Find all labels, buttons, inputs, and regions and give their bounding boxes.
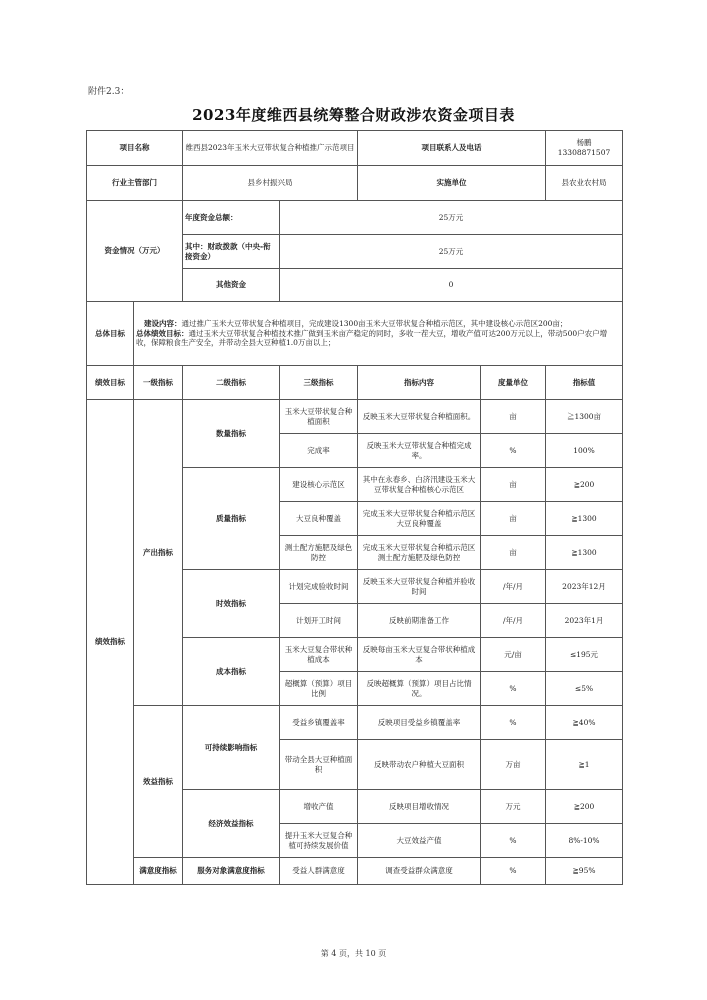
row-unit: 万元	[481, 790, 546, 824]
row-content: 反映项目受益乡镇覆盖率	[358, 706, 481, 740]
row-unit: %	[481, 434, 546, 468]
row-value: 2023年12月	[546, 570, 623, 604]
funds-fiscal-value: 25万元	[280, 235, 623, 269]
funds-label: 资金情况（万元）	[87, 201, 183, 302]
contact-value	[546, 131, 623, 166]
group-cost: 成本指标	[183, 638, 280, 706]
row-content: 完成玉米大豆带状复合种植示范区测土配方施肥及绿色防控	[358, 536, 481, 570]
table-row	[87, 858, 623, 885]
funds-total-value: 25万元	[280, 201, 623, 235]
row-l3: 玉米大豆复合带状种植成本	[280, 638, 358, 672]
row-value: 8%-10%	[546, 824, 623, 858]
row-content: 完成玉米大豆带状复合种植示范区大豆良种覆盖	[358, 502, 481, 536]
row-l3: 受益乡镇覆盖率	[280, 706, 358, 740]
row-unit: %	[481, 824, 546, 858]
row-value: 2023年1月	[546, 604, 623, 638]
page-title: 2023年度维西县统筹整合财政涉农资金项目表	[192, 106, 515, 124]
row-value: ≧1	[546, 740, 623, 790]
table-row	[87, 706, 623, 740]
row-goals	[87, 302, 623, 366]
contact-label: 项目联系人及电话	[358, 131, 546, 166]
impl-value: 县农业农村局	[546, 166, 623, 201]
row-value: ≤195元	[546, 638, 623, 672]
row-project	[87, 131, 623, 166]
table-row	[87, 400, 623, 434]
row-content: 反映玉米大豆带状复合种植面积。	[358, 400, 481, 434]
row-l3: 测土配方施肥及绿色防控	[280, 536, 358, 570]
dept-label: 行业主管部门	[87, 166, 183, 201]
construction-label: 建设内容：	[144, 318, 182, 328]
row-value: ≧200	[546, 790, 623, 824]
row-content: 反映玉米大豆带状复合种植并验收时间	[358, 570, 481, 604]
row-headers	[87, 366, 623, 400]
row-l3: 计划开工时间	[280, 604, 358, 638]
header-value: 指标值	[546, 366, 623, 400]
row-unit: 元/亩	[481, 638, 546, 672]
row-value: ≧1300	[546, 502, 623, 536]
header-unit: 度量单位	[481, 366, 546, 400]
row-value: 100%	[546, 434, 623, 468]
header-content: 指标内容	[358, 366, 481, 400]
row-content: 反映前期准备工作	[358, 604, 481, 638]
funds-fiscal-label: 其中：财政拨款（中央-衔接资金）	[183, 235, 280, 269]
perf-indicator-label: 绩效指标	[87, 400, 134, 885]
group-economic: 经济效益指标	[183, 790, 280, 858]
row-l3: 计划完成验收时间	[280, 570, 358, 604]
row-l3: 带动全县大豆种植面积	[280, 740, 358, 790]
row-value: ≧40%	[546, 706, 623, 740]
row-content: 反映项目增收情况	[358, 790, 481, 824]
row-content: 其中在永春乡、白济汛建设玉米大豆带状复合种植核心示范区	[358, 468, 481, 502]
row-value: ≧1300亩	[546, 400, 623, 434]
row-content: 大豆效益产值	[358, 824, 481, 858]
goals-label: 总体目标	[87, 302, 134, 366]
project-name-label: 项目名称	[87, 131, 183, 166]
funds-other-label: 其他资金	[183, 269, 280, 302]
perf-goal-text: 通过玉米大豆带状复合种植技术推广做到玉米亩产稳定的同时，多收一茬大豆，增收产值可达200万元以上，带动500户农户增收，保障粮食生产安全，并带动全县大豆种植1.0万亩以上；	[136, 328, 608, 348]
project-table	[86, 130, 623, 885]
row-unit: 亩	[481, 468, 546, 502]
group-quality: 质量指标	[183, 468, 280, 570]
header-level1: 一级指标	[134, 366, 183, 400]
row-l3: 建设核心示范区	[280, 468, 358, 502]
output-indicator-label: 产出指标	[134, 400, 183, 706]
header-perf-goal: 绩效目标	[87, 366, 134, 400]
project-name-value: 维西县2023年玉米大豆带状复合种植推广示范项目	[183, 131, 358, 166]
row-content: 反映超概算（预算）项目占比情况。	[358, 672, 481, 706]
dept-value: 县乡村振兴局	[183, 166, 358, 201]
contact-phone: 13308871507	[557, 148, 611, 157]
row-unit: 亩	[481, 400, 546, 434]
row-l3: 玉米大豆带状复合种植面积	[280, 400, 358, 434]
row-unit: 亩	[481, 536, 546, 570]
group-sustainable: 可持续影响指标	[183, 706, 280, 790]
group-timeliness: 时效指标	[183, 570, 280, 638]
row-unit: %	[481, 858, 546, 885]
row-unit: /年/月	[481, 570, 546, 604]
row-content: 反映带动农户种植大豆面积	[358, 740, 481, 790]
group-service: 服务对象满意度指标	[183, 858, 280, 885]
row-l3: 受益人群满意度	[280, 858, 358, 885]
satisfaction-indicator-label: 满意度指标	[134, 858, 183, 885]
funds-total-label: 年度资金总额：	[183, 201, 280, 235]
header-level3: 三级指标	[280, 366, 358, 400]
impl-label: 实施单位	[358, 166, 546, 201]
group-quantity: 数量指标	[183, 400, 280, 468]
row-l3: 增收产值	[280, 790, 358, 824]
row-unit: /年/月	[481, 604, 546, 638]
row-value: ≧200	[546, 468, 623, 502]
row-unit: %	[481, 672, 546, 706]
row-content: 反映每亩玉米大豆复合带状种植成本	[358, 638, 481, 672]
row-dept	[87, 166, 623, 201]
row-unit: 亩	[481, 502, 546, 536]
row-unit: %	[481, 706, 546, 740]
row-l3: 大豆良种覆盖	[280, 502, 358, 536]
perf-goal-label: 总体绩效目标：	[136, 328, 189, 338]
contact-name: 杨鹏	[576, 138, 592, 148]
goals-content	[134, 302, 623, 366]
row-content: 调查受益群众满意度	[358, 858, 481, 885]
row-value: ≧95%	[546, 858, 623, 885]
row-value: ≧1300	[546, 536, 623, 570]
effect-indicator-label: 效益指标	[134, 706, 183, 858]
row-l3: 完成率	[280, 434, 358, 468]
attachment-label: 附件2.3：	[88, 87, 130, 97]
row-unit: 万亩	[481, 740, 546, 790]
page-footer: 第 4 页，共 10 页	[320, 949, 387, 958]
header-level2: 二级指标	[183, 366, 280, 400]
row-l3: 提升玉米大豆复合种植可持续发展价值	[280, 824, 358, 858]
row-value: ≤5%	[546, 672, 623, 706]
row-content: 反映玉米大豆带状复合种植完成率。	[358, 434, 481, 468]
construction-text: 通过推广玉米大豆带状复合种植项目，完成建设1300亩玉米大豆带状复合种植示范区，其中建设核心示范区200亩；	[181, 318, 568, 328]
row-funds-total	[87, 201, 623, 235]
row-l3: 超概算（预算）项目比例	[280, 672, 358, 706]
funds-other-value: 0	[280, 269, 623, 302]
